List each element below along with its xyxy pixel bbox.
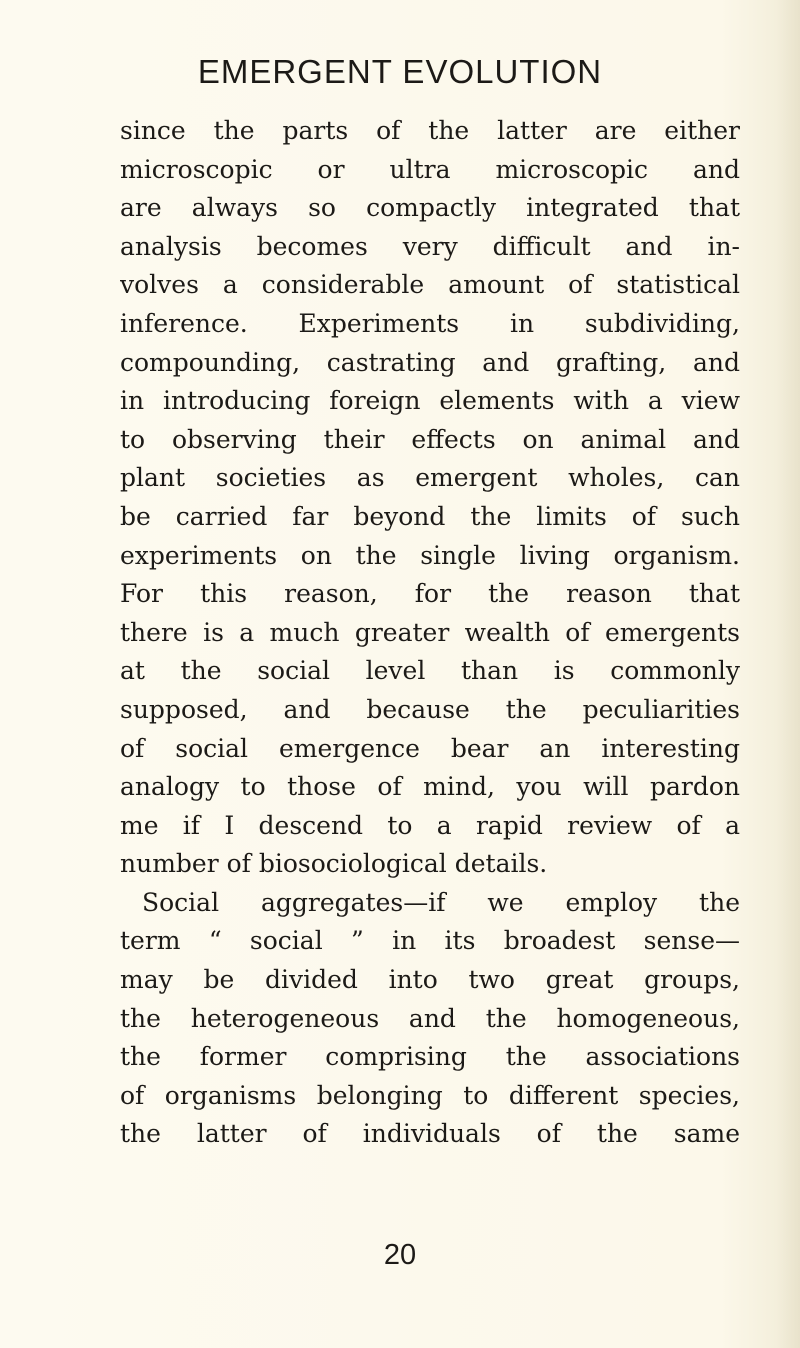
text-line: supposed, and because the peculiarities: [120, 694, 740, 724]
text-line: experiments on the single living organism.: [120, 540, 740, 570]
text-line: to observing their effects on animal and: [120, 424, 740, 454]
text-line: of social emergence bear an interesting: [120, 733, 740, 763]
running-head: EMERGENT EVOLUTION: [197, 53, 603, 90]
text-line: the latter of individuals of the same: [120, 1119, 740, 1149]
text-line: volves a considerable amount of statistical: [120, 270, 740, 300]
text-line: analogy to those of mind, you will pardon: [120, 772, 740, 802]
text-line: number of biosociological details.: [120, 849, 548, 879]
page-number: 20: [383, 1239, 417, 1271]
text-line: microscopic or ultra microscopic and: [120, 154, 740, 184]
body-text: [120, 112, 740, 1154]
text-line: in introducing foreign elements with a view: [120, 386, 740, 416]
text-line: the heterogeneous and the homogeneous,: [120, 1003, 740, 1033]
text-line: be carried far beyond the limits of such: [120, 501, 740, 531]
text-line: analysis becomes very difficult and in-: [120, 231, 740, 261]
text-line: Social aggregates—if we employ the: [142, 887, 740, 917]
text-line: may be divided into two great groups,: [120, 965, 740, 995]
paragraph-2: [120, 884, 740, 1154]
text-line: are always so compactly integrated that: [120, 193, 740, 223]
text-line: For this reason, for the reason that: [120, 579, 740, 609]
text-line: since the parts of the latter are either: [120, 116, 740, 145]
text-line: compounding, castrating and grafting, and: [120, 347, 740, 377]
text-line: there is a much greater wealth of emergents: [120, 617, 740, 647]
paragraph-1: [120, 112, 740, 884]
text-line: at the social level than is commonly: [120, 656, 740, 686]
text-line: inference. Experiments in subdividing,: [120, 308, 740, 338]
text-line: plant societies as emergent wholes, can: [120, 463, 740, 493]
text-line: of organisms belonging to different species,: [120, 1080, 740, 1110]
text-line: term “ social ” in its broadest sense—: [120, 926, 740, 956]
text-line: the former comprising the associations: [120, 1042, 740, 1072]
text-line: me if I descend to a rapid review of a: [120, 810, 740, 840]
